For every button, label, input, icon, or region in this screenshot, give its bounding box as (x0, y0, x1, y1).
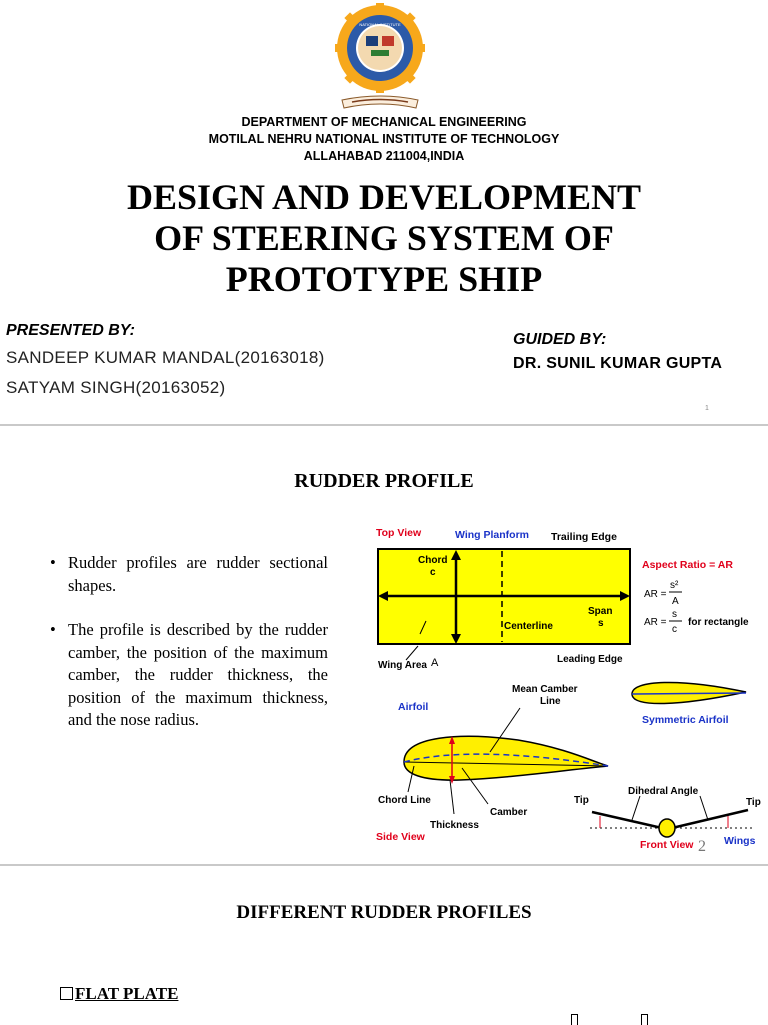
ar-denominator-a: A (672, 596, 679, 607)
profile-item-label: FLAT PLATE (75, 984, 179, 1003)
leading-edge-label: Leading Edge (557, 654, 623, 665)
slide-title: RUDDER PROFILE (294, 470, 474, 492)
trailing-edge-label: Trailing Edge (551, 531, 617, 543)
side-view-label: Side View (376, 831, 425, 843)
wings-label: Wings (724, 835, 756, 847)
aspect-ratio-label: Aspect Ratio = AR (642, 559, 733, 571)
chord-symbol: c (430, 567, 436, 578)
mean-camber-line-label: Mean Camber (512, 684, 578, 695)
span-label: Span (588, 606, 613, 617)
title-line: DESIGN AND DEVELOPMENT (126, 177, 642, 217)
presented-by-label: PRESENTED BY: (6, 322, 135, 339)
ar-equation-2: AR = (644, 617, 667, 628)
wing-planform-label: Wing Planform (455, 529, 529, 541)
chord-line-label: Chord Line (378, 795, 431, 806)
title-slide (0, 0, 768, 424)
airfoil-shape (404, 736, 608, 780)
student-name: SANDEEP KUMAR MANDAL(20163018) (6, 348, 325, 367)
tip-right-label: Tip (746, 797, 761, 808)
camber-label: Camber (490, 807, 528, 818)
slide-title: DIFFERENT RUDDER PROFILES (236, 902, 532, 923)
ar-numerator-s: s (672, 609, 677, 620)
tip-left-label: Tip (574, 795, 589, 806)
front-view-label: Front View (640, 839, 694, 851)
department-block (0, 114, 768, 165)
profile-item (60, 984, 178, 1004)
wing-area-symbol: A (431, 657, 439, 669)
title-line: OF STEERING SYSTEM OF (154, 218, 614, 258)
top-view-label: Top View (376, 527, 422, 539)
bullet-list (50, 552, 328, 754)
page-number: 2 (698, 838, 706, 855)
rudder-profile-slide (0, 426, 768, 864)
institute-line: MOTILAL NEHRU NATIONAL INSTITUTE OF TECHNOLOGY (208, 132, 560, 146)
span-symbol: s (598, 618, 604, 629)
thickness-label: Thickness (430, 820, 479, 831)
fuselage-circle (659, 819, 675, 837)
ar-denominator-c: c (672, 624, 677, 635)
right-wing-line (672, 810, 748, 828)
ar-numerator-s2: s² (670, 580, 679, 591)
svg-text:NATIONAL INSTITUTE: NATIONAL INSTITUTE (359, 22, 401, 27)
wing-area-label: Wing Area (378, 660, 427, 671)
mean-camber-line-label-2: Line (540, 696, 561, 707)
student-name: SATYAM SINGH(20163052) (6, 378, 226, 397)
chord-label: Chord (418, 555, 448, 566)
dihedral-angle-label: Dihedral Angle (628, 786, 699, 797)
bracket-mark-icon (571, 1014, 578, 1025)
title-line: PROTOTYPE SHIP (225, 259, 543, 299)
motto-scroll-icon (342, 96, 418, 108)
ar-equation-1: AR = (644, 589, 667, 600)
wing-geometry-diagram (370, 522, 768, 851)
for-rectangle-label: for rectangle (688, 617, 749, 628)
guided-by-label: GUIDED BY: (513, 331, 607, 348)
airfoil-label: Airfoil (398, 701, 429, 713)
symmetric-airfoil-label: Symmetric Airfoil (642, 714, 729, 726)
bracket-mark-icon (641, 1014, 648, 1025)
institute-logo (330, 4, 430, 112)
checkbox-bullet-icon (60, 987, 73, 1000)
gear-emblem-icon (335, 3, 425, 93)
bullet-item: • Rudder profiles are rudder sectional shapes. (50, 553, 328, 595)
centerline-label: Centerline (504, 621, 553, 632)
project-title (0, 177, 768, 300)
bullet-item: • The profile is described by the rudder camber, the position of the maximum camber, the rudder thickness, the position of the maximum thickness, and the nose radius. (50, 620, 328, 729)
rudder-profiles-slide (0, 866, 768, 1024)
department-line: DEPARTMENT OF MECHANICAL ENGINEERING (241, 115, 527, 129)
left-wing-line (592, 812, 662, 828)
page-number: 1 (705, 405, 709, 412)
address-line: ALLAHABAD 211004,INDIA (303, 149, 465, 163)
guide-name: DR. SUNIL KUMAR GUPTA (513, 355, 723, 372)
